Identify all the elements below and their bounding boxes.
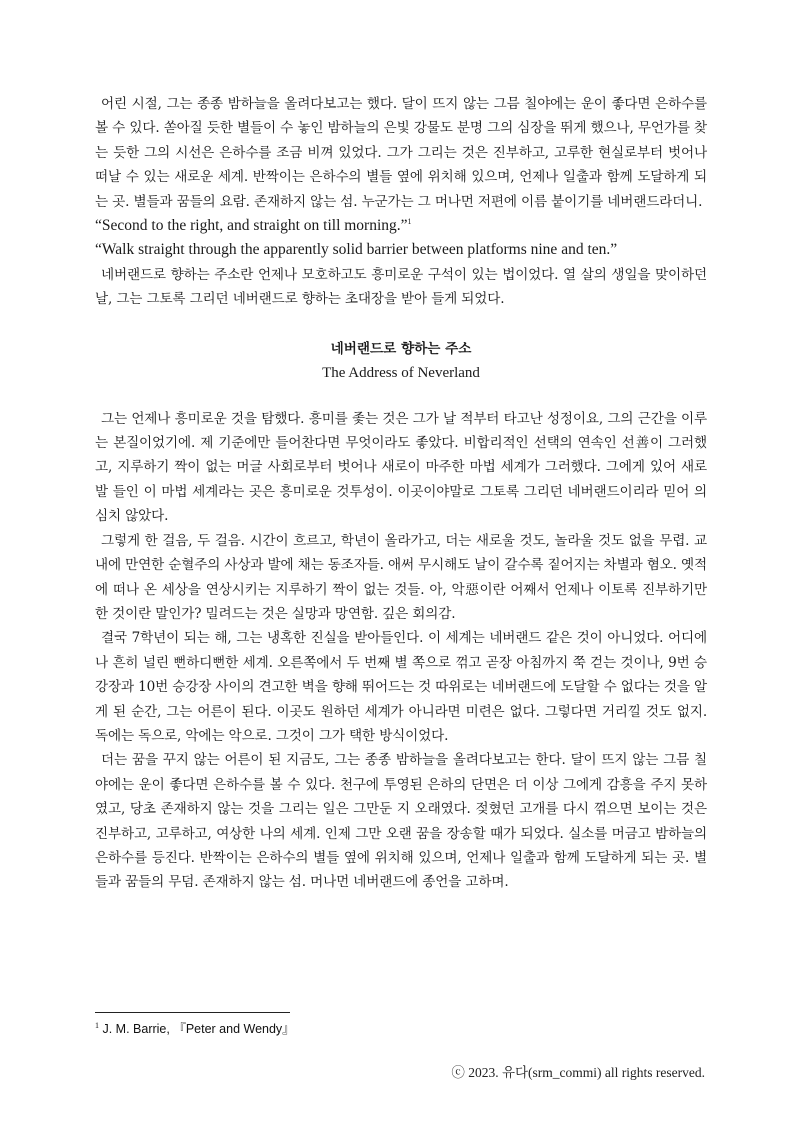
section-body bbox=[95, 407, 707, 895]
quote-platform-text: “Walk straight through the apparently solid barrier between platforms nine and ten.” bbox=[95, 241, 618, 259]
section-title-english: The Address of Neverland bbox=[322, 364, 480, 381]
footnote-divider bbox=[95, 1012, 290, 1013]
footnote-text: J. M. Barrie, 『Peter and Wendy』 bbox=[102, 1022, 295, 1036]
intro-paragraph-2: 네버랜드로 향하는 주소란 언제나 모호하고도 흥미로운 구석이 있는 법이었다. 열 살의 생일을 맞이하던 날, 그는 그토록 그리던 네버랜드로 향하는 초대장을 받아 들게 되었다. bbox=[95, 266, 707, 308]
quote-platform bbox=[95, 238, 707, 262]
quote-peter-pan-text: “Second to the right, and straight on till morning.” bbox=[95, 217, 408, 235]
quote-peter-pan bbox=[95, 214, 707, 238]
section-title-korean: 네버랜드로 향하는 주소 bbox=[330, 340, 472, 357]
body-paragraph-4: 더는 꿈을 꾸지 않는 어른이 된 지금도, 그는 종종 밤하늘을 올려다보고는 한다. 달이 뜨지 않는 그믐 칠야에는 운이 좋다면 은하수를 볼 수 있다. 천구에 투영된 은하의 단면은 더 이상 그에게 감흥을 주지 못하였고, 당초 존재하지 않는 것을 그리는 일은 그만둔 지 오래였다. 젖혔던 고개를 다시 꺾으면 보이는 것은 진부하고, 고루하고, 여상한 나의 세계. 인제 그만 오랜 꿈을 장송할 때가 되었다. 실소를 머금고 밤하늘의 은하수를 등진다. 반짝이는 은하수의 별들 옆에 위치해 있으며, 언제나 일출과 함께 도달하게 되는 곳. 별들과 꿈들의 무덤. 존재하지 않는 섬. 머나먼 네버랜드에 종언을 고하며. bbox=[95, 752, 707, 891]
body-paragraph-3: 결국 7학년이 되는 해, 그는 냉혹한 진실을 받아들인다. 이 세계는 네버랜드 같은 것이 아니었다. 어디에나 흔히 널린 뻔하디뻔한 세계. 오른쪽에서 두 번째 별 쪽으로 꺾고 곧장 아침까지 쭉 걷는 것이나, 9번 승강장과 10번 승강장 사이의 견고한 벽을 향해 뛰어드는 것 따위로는 네버랜드에 도달할 수 없다는 것을 알게 된 순간, 그는 어른이 된다. 이곳도 원하던 세계가 아니라면 미련은 없다. 그렇다면 거리낄 것도 없지. 독에는 독으로, 악에는 악으로. 그것이 그가 택한 방식이었다. bbox=[95, 630, 707, 744]
body-paragraph-1: 그는 언제나 흥미로운 것을 탐했다. 흥미를 좇는 것은 그가 날 적부터 타고난 성정이요, 그의 근간을 이루는 본질이었기에. 제 기준에만 들어찬다면 무엇이라도 좋았다. 비합리적인 선택의 연속인 선善이 그러했고, 지루하기 짝이 없는 머글 사회로부터 벗어나 새로이 마주한 마법 세계가 그러했다. 그에게 있어 새로 발 들인 이 마법 세계라는 곳은 흥미로운 것투성이. 이곳이야말로 그토록 그리던 네버랜드이리라 믿어 의심치 않았다. bbox=[95, 410, 707, 525]
footnote bbox=[95, 1019, 295, 1037]
footnote-number: 1 bbox=[95, 1021, 99, 1030]
copyright-notice: ⓒ 2023. 유다(srm_commi) all rights reserved. bbox=[451, 1065, 705, 1080]
body-paragraph-2: 그렇게 한 걸음, 두 걸음. 시간이 흐르고, 학년이 올라가고, 더는 새로울 것도, 놀라울 것도 없을 무렵. 교내에 만연한 순혈주의 사상과 발에 채는 동조자들. 애써 무시해도 날이 갈수록 짙어지는 차별과 혐오. 옛적에 떠나 온 세상을 연상시키는 지루하기 짝이 없는 것들. 아, 악惡이란 어째서 언제나 이토록 진부하기만 한 것이란 말인가? 밀려드는 것은 실망과 망연함. 깊은 회의감. bbox=[95, 532, 707, 622]
intro-paragraph-1: 어린 시절, 그는 종종 밤하늘을 올려다보고는 했다. 달이 뜨지 않는 그믐 칠야에는 운이 좋다면 은하수를 볼 수 있다. 쏟아질 듯한 별들이 수 놓인 밤하늘의 은빛 강물도 분명 그의 심장을 뛰게 했으나, 무언가를 찾는 듯한 그의 시선은 은하수를 조금 비껴 있었다. 그가 그리는 것은 진부하고, 고루한 현실로부터 벗어나 떠날 수 있는 새로운 세계. 반짝이는 은하수의 별들 옆에 위치해 있으며, 언제나 일출과 함께 도달하게 되는 곳. 별들과 꿈들의 요람. 존재하지 않는 섬. 누군가는 그 머나먼 저편에 이름 붙이기를 네버랜드라더니. bbox=[95, 96, 707, 210]
footnote-reference[interactable]: 1 bbox=[407, 217, 412, 227]
section-heading bbox=[95, 337, 707, 385]
document-page bbox=[95, 92, 707, 895]
